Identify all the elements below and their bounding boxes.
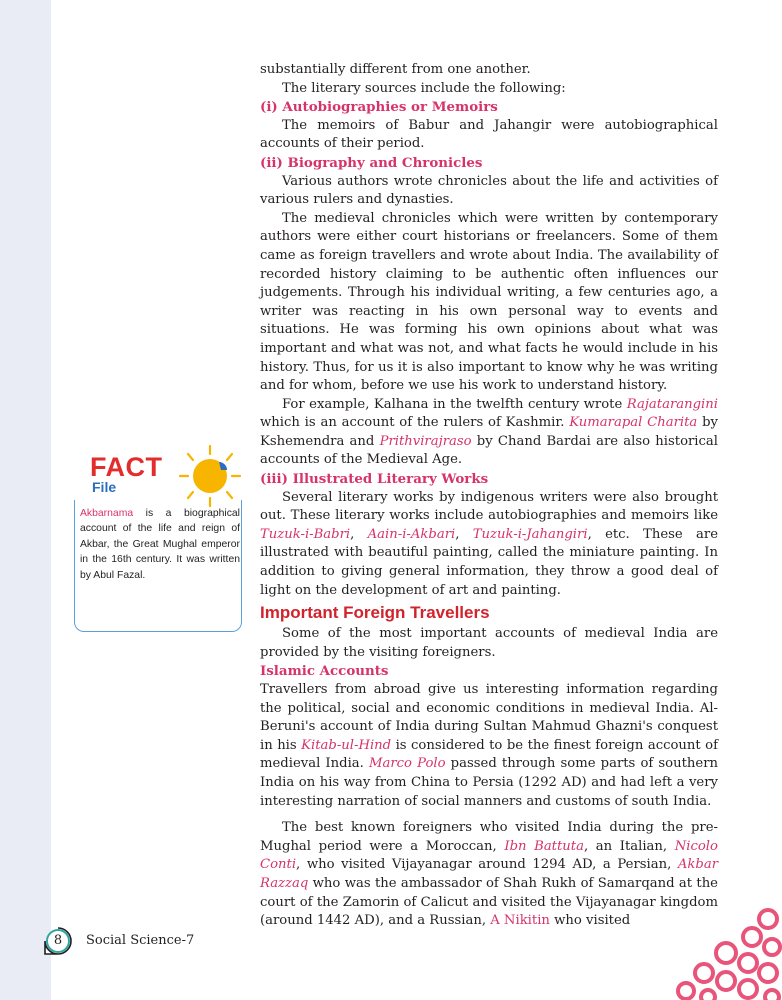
- fact-text: [80, 506, 240, 583]
- text-run: by Kshemendra and: [260, 415, 718, 449]
- fact-title: FACT: [90, 452, 163, 482]
- paragraph: [260, 396, 718, 470]
- main-text-column: [260, 61, 718, 931]
- paragraph: [260, 819, 718, 931]
- subheading-islamic-accounts: Islamic Accounts: [260, 663, 389, 680]
- fact-highlight: Akbarnama: [80, 508, 134, 519]
- fact-subtitle: File: [92, 479, 117, 495]
- text-run: ,: [350, 526, 368, 542]
- paragraph: [260, 489, 718, 601]
- paragraph: Various authors wrote chronicles about the life and activities of various rulers and dynasties.: [260, 173, 718, 208]
- book-title: Tuzuk-i-Jahangiri: [472, 526, 588, 542]
- paragraph: The memoirs of Babur and Jahangir were autobiographical accounts of their period.: [260, 117, 718, 152]
- person-name: Akbar Razzaq: [260, 857, 718, 891]
- fact-body: is a biographical account of the life and reign of Akbar, the Great Mughal emperor in the 16th century. It was written by Abul Fazal.: [80, 508, 240, 581]
- paragraph: The literary sources include the following:: [282, 80, 566, 96]
- text-run: ,: [455, 526, 473, 542]
- text-run: by Chand Bardai are also historical accounts of the Medieval Age.: [260, 433, 718, 468]
- footer-book-title: Social Science-7: [86, 933, 195, 948]
- decorative-circles: [668, 905, 782, 1000]
- subheading-illustrated: (iii) Illustrated Literary Works: [260, 471, 489, 488]
- paragraph: Some of the most important accounts of medieval India are provided by the visiting foreigners.: [260, 626, 718, 660]
- text-run: , an Italian,: [583, 838, 675, 854]
- book-title: Kitab-ul-Hind: [301, 737, 392, 753]
- text-run: who was the ambassador of Shah Rukh of Samarqand at the court of the Zamorin of Calicut and visited the Vijayanagar kingdom (around 1442 AD), and a Russian,: [260, 875, 718, 929]
- paragraph: The medieval chronicles which were written by contemporary authors were either court historians or freelancers. Some of them came as foreign travellers and wrote about India. The availability of recorded history claiming to be authentic often influences our judgements. Through his individual writing, a few centuries ago, a writer was reacting in his own personal way to events and situations. He was forming his own opinions about what was important and what was not, and what facts he would include in his history. Thus, for us it is also important to know why he was writing and for whom, before we use his work to understand history.: [260, 210, 718, 394]
- person-name: Nicolo Conti: [260, 838, 718, 873]
- book-title: Kumarapal Charita: [569, 415, 698, 431]
- paragraph: substantially different from one another.: [260, 62, 531, 77]
- subheading-biography: (ii) Biography and Chronicles: [260, 154, 483, 171]
- person-name: A Nikitin: [490, 913, 550, 929]
- text-run: The best known foreigners who visited India during the pre-Mughal period were a Moroccan,: [260, 820, 718, 854]
- person-name: Marco Polo: [368, 756, 446, 772]
- text-run: Several literary works by indigenous writers were also brought out. These literary works include autobiographies and memoirs like: [260, 489, 718, 524]
- text-run: is considered to be the finest foreign account of medieval India.: [260, 737, 718, 772]
- book-title: Prithvirajraso: [379, 433, 472, 449]
- left-margin-strip: [0, 0, 51, 1000]
- page-number: 8: [53, 933, 63, 948]
- book-title: Tuzuk-i-Babri: [260, 526, 351, 542]
- person-name: Ibn Battuta: [504, 838, 584, 854]
- text-run: which is an account of the rulers of Kashmir.: [260, 415, 570, 431]
- text-run: who visited: [549, 913, 631, 929]
- book-title: Rajatarangini: [626, 396, 718, 412]
- text-run: , etc. These are illustrated with beautiful painting, called the miniature painting. In addition to giving general information, they throw a good deal of light on the development of art and painting.: [260, 526, 719, 598]
- section-heading-foreign-travellers: Important Foreign Travellers: [260, 603, 490, 623]
- subheading-autobiographies: (i) Autobiographies or Memoirs: [260, 99, 498, 116]
- paragraph: [260, 681, 718, 811]
- text-run: , who visited Vijayanagar around 1294 AD, a Persian,: [296, 857, 678, 873]
- text-run: passed through some parts of southern India on his way from China to Persia (1292 AD) and had left a very interesting narration of social manners and customs of south India.: [260, 756, 718, 809]
- text-run: Travellers from abroad give us interesting information regarding the political, social and economic conditions in medieval India. Al-Beruni's account of India during Sultan Mahmud Ghazni's conquest in his: [260, 682, 718, 753]
- text-run: For example, Kalhana in the twelfth century wrote: [282, 396, 627, 412]
- book-title: Aain-i-Akbari: [367, 526, 456, 542]
